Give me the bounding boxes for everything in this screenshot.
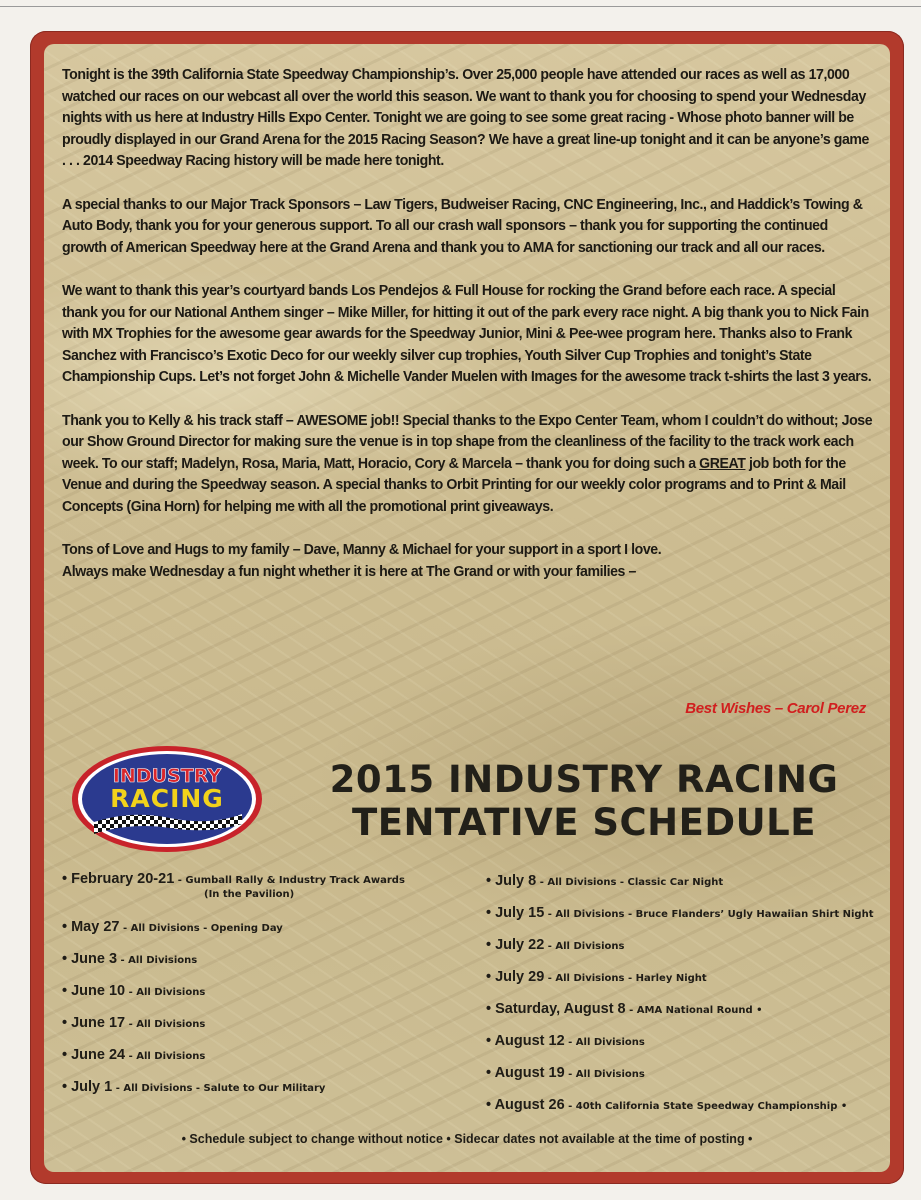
letter-family-line: Tons of Love and Hugs to my family – Dave, Manny & Michael for your support in a sport I love. xyxy=(62,541,662,559)
schedule-row xyxy=(486,1000,762,1018)
schedule-row xyxy=(62,870,405,888)
letter-paragraph-2: A special thanks to our Major Track Sponsors – Law Tigers, Budweiser Racing, CNC Engineering, Inc., and Haddick’s Towing & Auto Body, thank you for your generous support. To all our crash wall sponsors – thank you for supporting the continued growth of American Speedway here at the Grand Arena and thank you to AMA for sanctioning our track and all our races. xyxy=(62,195,863,256)
schedule-footnote: • Schedule subject to change without notice • Sidecar dates not available at the time of posting • xyxy=(181,1132,753,1146)
schedule-date: • July 1 xyxy=(62,1079,113,1095)
schedule-description: - All Divisions - Bruce Flanders’ Ugly Hawaiian Shirt Night xyxy=(544,909,874,920)
letter-paragraph-3: We want to thank this year’s courtyard bands Los Pendejos & Full House for rocking the Grand before each race. A special thank you for our National Anthem singer – Mike Miller, for hitting it out of the park every race night. A big thank you to Nick Fain with MX Trophies for the awesome gear awards for the Speedway Junior, Mini & Pee-wee program here. Thanks also to Frank Sanchez with Francisco’s Exotic Deco for our weekly silver cup trophies, Youth Silver Cup Trophies and tonight’s State Championship Cups. Let’s not forget John & Michelle Vander Muelen with Images for the awesome track t-shirts the last 3 years. xyxy=(62,281,872,386)
schedule-description: - All Divisions - Salute to Our Military xyxy=(112,1083,326,1094)
page-edge-line xyxy=(0,6,921,7)
schedule-row xyxy=(486,1064,645,1082)
schedule-date: • June 3 xyxy=(62,951,118,967)
schedule-description: - Gumball Rally & Industry Track Awards xyxy=(174,875,405,886)
schedule-title-line-2: TENTATIVE SCHEDULE xyxy=(351,801,817,844)
schedule-description: - AMA National Round • xyxy=(625,1005,763,1016)
schedule-row xyxy=(486,1096,847,1114)
schedule-date: • August 12 xyxy=(486,1033,565,1049)
schedule-title xyxy=(294,758,874,844)
schedule-row xyxy=(486,968,707,986)
letter-paragraph-4-end: job both for the Venue and during the Speedway season. A special thanks to Orbit Printing for our weekly color programs and to Print & Mail Concepts (Gina Horn) for helping me with all the promotional print giveaways. xyxy=(62,454,846,515)
underlined-great: GREAT xyxy=(699,454,746,472)
signature-best-wishes: Best Wishes – Carol Perez xyxy=(685,700,866,717)
schedule-description: - All Divisions xyxy=(564,1069,645,1080)
schedule-row xyxy=(62,1014,205,1032)
letter-closing-line: Always make Wednesday a fun night whether it is here at The Grand or with your families – xyxy=(62,562,636,580)
logo-racing-text: RACING xyxy=(110,784,224,813)
schedule-description: - 40th California State Speedway Championship • xyxy=(564,1101,848,1112)
schedule-date: • July 22 xyxy=(486,937,545,953)
schedule-subnote: (In the Pavilion) xyxy=(204,889,295,900)
schedule-row xyxy=(62,1046,205,1064)
industry-racing-logo xyxy=(70,744,264,854)
schedule-date: • July 29 xyxy=(486,969,545,985)
logo-industry-text: INDUSTRY xyxy=(112,765,222,787)
schedule-date: • February 20-21 xyxy=(62,871,175,887)
schedule-description: - All Divisions - Opening Day xyxy=(119,923,283,934)
schedule-description: - All Divisions xyxy=(544,941,625,952)
schedule-date: • Saturday, August 8 xyxy=(486,1001,626,1017)
schedule-date: • June 17 xyxy=(62,1015,126,1031)
schedule-date: • August 26 xyxy=(486,1097,565,1113)
letter-paragraph-5 xyxy=(62,539,873,582)
schedule-row xyxy=(62,1078,325,1096)
schedule-description: - All Divisions xyxy=(564,1037,645,1048)
schedule-row xyxy=(486,872,723,890)
schedule-description: - All Divisions xyxy=(117,955,198,966)
schedule-row xyxy=(62,982,205,1000)
schedule-row xyxy=(486,1032,645,1050)
schedule-date: • June 24 xyxy=(62,1047,126,1063)
schedule-row xyxy=(486,904,874,922)
schedule-row xyxy=(486,936,624,954)
schedule-date: • July 8 xyxy=(486,873,537,889)
dirt-background-panel xyxy=(44,44,890,1172)
schedule-description: - All Divisions xyxy=(125,1051,206,1062)
letter-paragraph-1: Tonight is the 39th California State Speedway Championship’s. Over 25,000 people have attended our races as well as 17,000 watched our races on our webcast all over the world this season. We want to thank you for choosing to spend your Wednesday nights with us here at Industry Hills Expo Center. Tonight we are going to see some great racing - Whose photo banner will be proudly displayed in our Grand Arena for the 2015 Racing Season? We have a great line-up tonight and it can be anyone’s game . . . 2014 Speedway Racing history will be made here tonight. xyxy=(62,66,870,170)
schedule-title-line-1: 2015 INDUSTRY RACING xyxy=(329,758,839,801)
thank-you-letter xyxy=(62,64,873,582)
schedule-description: - All Divisions - Classic Car Night xyxy=(536,877,724,888)
schedule-row xyxy=(62,950,197,968)
letter-paragraph-4 xyxy=(62,410,873,518)
schedule-date: • August 19 xyxy=(486,1065,565,1081)
schedule-date: • July 15 xyxy=(486,905,545,921)
schedule-row xyxy=(62,918,283,936)
schedule-description: - All Divisions - Harley Night xyxy=(544,973,707,984)
schedule-description: - All Divisions xyxy=(125,987,206,998)
schedule-date: • June 10 xyxy=(62,983,126,999)
schedule-description: - All Divisions xyxy=(125,1019,206,1030)
schedule-date: • May 27 xyxy=(62,919,120,935)
letter-paragraph-4-start: Thank you to Kelly & his track staff – AWESOME job!! Special thanks to the Expo Center Team, whom I couldn’t do without; Jose our Show Ground Director for making sure the venue is in top shape from the cleanliness of the facility to the track work each week. To our staff; Madelyn, Rosa, Maria, Matt, Horacio, Cory & Marcela – thank you for doing such a xyxy=(62,411,873,472)
